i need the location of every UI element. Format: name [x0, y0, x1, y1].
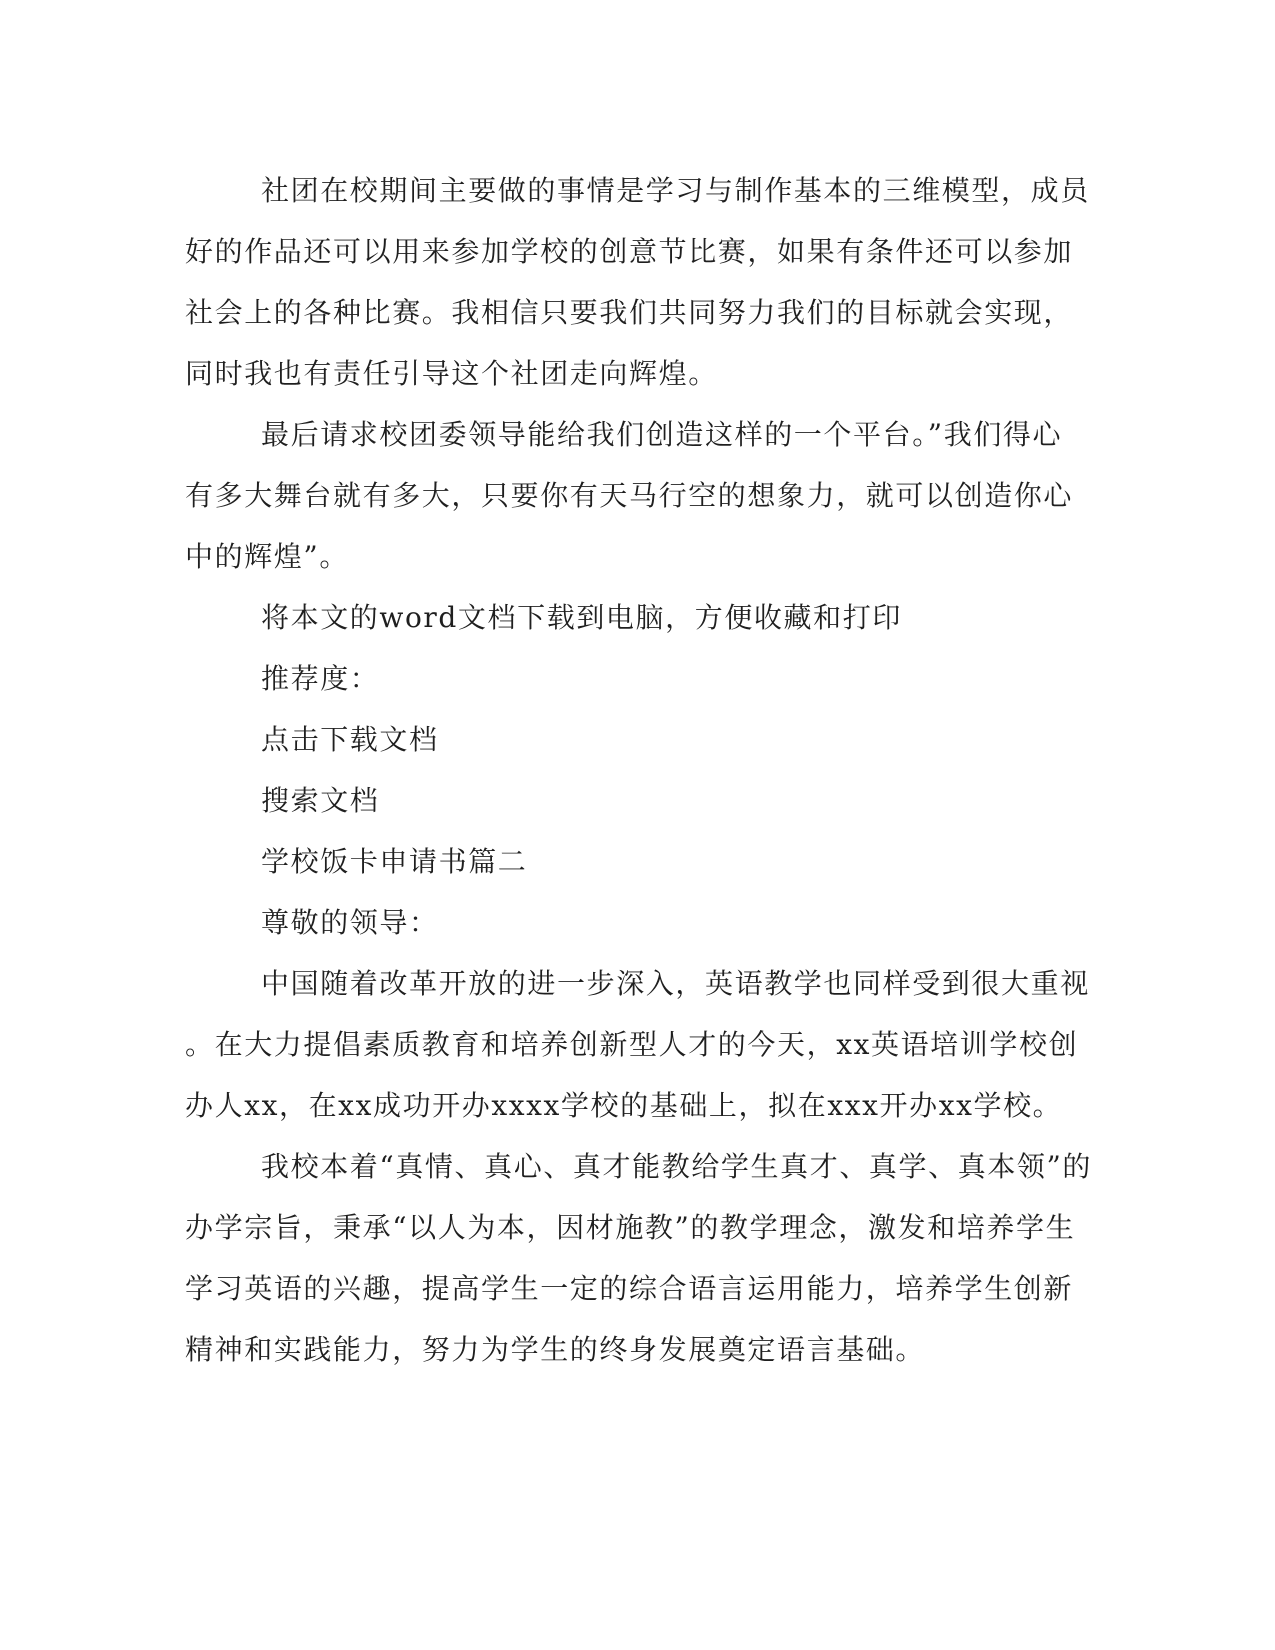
paragraph-line: 。在大力提倡素质教育和培养创新型人才的今天，xx英语培训学校创	[185, 1028, 1079, 1061]
paragraph-line: 我校本着“真情、真心、真才能教给学生真才、真学、真本领”的	[261, 1150, 1093, 1183]
recommendation-label: 推荐度：	[261, 662, 380, 695]
paragraph-line: 办学宗旨，秉承“以人为本，因材施教”的教学理念，激发和培养学生	[185, 1211, 1076, 1244]
paragraph-line: 中的辉煌”。	[185, 540, 349, 573]
paragraph-line: 有多大舞台就有多大，只要你有天马行空的想象力，就可以创造你心	[185, 479, 1074, 512]
download-document-link[interactable]: 点击下载文档	[261, 723, 439, 756]
paragraph-line: 同时我也有责任引导这个社团走向辉煌。	[185, 357, 718, 390]
paragraph-line: 办人xx，在xx成功开办xxxx学校的基础上，拟在xxx开办xx学校。	[185, 1089, 1063, 1122]
paragraph-line: 中国随着改革开放的进一步深入，英语教学也同样受到很大重视	[261, 967, 1090, 1000]
document-body	[185, 160, 1093, 1380]
paragraph-line: 学习英语的兴趣，提高学生一定的综合语言运用能力，培养学生创新	[185, 1272, 1074, 1305]
paragraph-line: 精神和实践能力，努力为学生的终身发展奠定语言基础。	[185, 1333, 926, 1366]
section-heading: 学校饭卡申请书篇二	[261, 845, 528, 878]
download-note: 将本文的word文档下载到电脑，方便收藏和打印	[261, 601, 902, 634]
paragraph-line: 社团在校期间主要做的事情是学习与制作基本的三维模型，成员	[261, 174, 1090, 207]
paragraph-line: 最后请求校团委领导能给我们创造这样的一个平台。”我们得心	[261, 418, 1063, 451]
search-document-link[interactable]: 搜索文档	[261, 784, 380, 817]
salutation: 尊敬的领导：	[261, 906, 439, 939]
paragraph-line: 好的作品还可以用来参加学校的创意节比赛，如果有条件还可以参加	[185, 235, 1074, 268]
paragraph-line: 社会上的各种比赛。我相信只要我们共同努力我们的目标就会实现，	[185, 296, 1074, 329]
